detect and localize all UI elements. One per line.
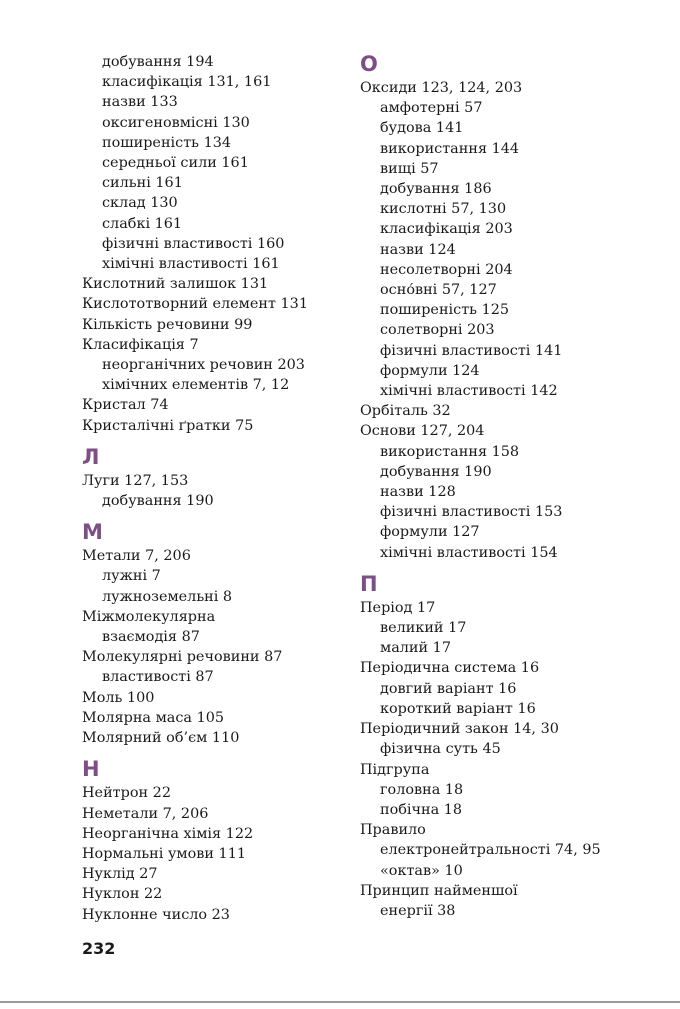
index-subentry: вищі 57 — [380, 160, 439, 177]
index-entry: Нуклід 27 — [82, 866, 158, 883]
index-entry: Неметали 7, 206 — [82, 805, 209, 822]
index-subentry: фізична суть 45 — [380, 741, 501, 758]
index-subentry: сильні 161 — [102, 175, 183, 192]
index-entry: Луги 127, 153 — [82, 472, 189, 489]
index-subentry: короткий варіант 16 — [380, 700, 536, 717]
index-entry: Принцип найменшої — [360, 882, 518, 899]
index-subentry: поширеність 125 — [380, 302, 510, 319]
index-subentry: осно́вні 57, 127 — [380, 282, 497, 299]
index-entry: Нормальні умови 111 — [82, 845, 247, 862]
index-subentry: кислотні 57, 130 — [380, 201, 507, 218]
index-subentry: малий 17 — [380, 640, 451, 657]
index-column-right — [360, 52, 660, 921]
index-subentry: добування 190 — [380, 463, 492, 480]
index-subentry: великий 17 — [380, 620, 467, 637]
index-subentry: класифікація 203 — [380, 221, 513, 238]
index-subentry: середньої сили 161 — [102, 155, 249, 172]
index-subentry: добування 186 — [380, 181, 492, 198]
index-entry: Періодичний закон 14, 30 — [360, 721, 559, 738]
index-subentry: формули 124 — [380, 362, 480, 379]
index-subentry: властивості 87 — [102, 669, 214, 686]
index-entry: Основи 127, 204 — [360, 423, 485, 440]
index-letter-heading: М — [82, 520, 103, 545]
index-entry: Нуклонне число 23 — [82, 906, 230, 923]
index-entry: Орбіталь 32 — [360, 403, 451, 420]
index-subentry: оксигеновмісні 130 — [102, 114, 250, 131]
index-subentry: класифікація 131, 161 — [102, 74, 272, 91]
index-subentry: фізичні властивості 153 — [380, 504, 563, 521]
index-subentry: використання 144 — [380, 140, 520, 157]
index-subentry: назви 133 — [102, 94, 178, 111]
index-subentry: «октав» 10 — [380, 862, 463, 879]
index-subentry: несолетворні 204 — [380, 261, 513, 278]
index-entry: Оксиди 123, 124, 203 — [360, 80, 523, 96]
index-subentry: склад 130 — [102, 195, 178, 212]
index-letter-heading: О — [360, 52, 378, 76]
index-subentry: побічна 18 — [380, 801, 463, 818]
index-entry: Підгрупа — [360, 761, 430, 778]
index-subentry: поширеність 134 — [102, 134, 232, 151]
index-entry: Кількість речовини 99 — [82, 316, 253, 333]
index-letter-heading: Л — [82, 444, 100, 469]
index-entry: Молярна маса 105 — [82, 709, 225, 726]
index-subentry: назви 124 — [380, 241, 456, 258]
index-entry: Період 17 — [360, 599, 436, 616]
index-subentry: фізичні властивості 160 — [102, 235, 285, 252]
index-entry: Періодична система 16 — [360, 660, 540, 677]
index-subentry: хімічні властивості 154 — [380, 544, 558, 561]
index-subentry: солетворні 203 — [380, 322, 495, 339]
index-entry: Кристалічні ґратки 75 — [82, 417, 254, 434]
index-subentry: лужноземельні 8 — [102, 588, 233, 605]
index-subentry: головна 18 — [380, 781, 464, 798]
index-entry: Міжмолекулярна — [82, 608, 216, 625]
index-subentry: лужні 7 — [102, 568, 161, 585]
index-entry: Нуклон 22 — [82, 886, 163, 903]
index-subentry: хімічні властивості 161 — [102, 256, 280, 273]
index-subentry: слабкі 161 — [102, 215, 183, 232]
index-entry: Нейтрон 22 — [82, 785, 171, 802]
index-subentry: енергії 38 — [380, 902, 456, 919]
index-subentry: неорганічних речовин 203 — [102, 357, 305, 374]
index-subentry: довгий варіант 16 — [380, 680, 517, 697]
index-subentry: добування 194 — [102, 54, 214, 70]
index-subentry: використання 158 — [380, 443, 520, 460]
page-bottom-rule — [0, 1001, 680, 1003]
index-letter-heading: П — [360, 571, 378, 596]
index-entry: Моль 100 — [82, 689, 155, 706]
index-subentry: електронейтральності 74, 95 — [380, 842, 601, 859]
index-entry: Кристал 74 — [82, 397, 169, 414]
index-column-left — [82, 52, 342, 925]
index-entry: Молярний об’єм 110 — [82, 730, 240, 747]
index-entry: Метали 7, 206 — [82, 548, 191, 565]
index-subentry: амфотерні 57 — [380, 100, 483, 117]
index-entry: Правило — [360, 822, 426, 839]
index-entry: Молекулярні речовини 87 — [82, 649, 283, 666]
index-subentry: формули 127 — [380, 524, 480, 541]
index-entry: Кислототворний елемент 131 — [82, 296, 308, 313]
index-entry: Кислотний залишок 131 — [82, 276, 269, 293]
index-entry: Класифікація 7 — [82, 336, 199, 353]
page-number: 232 — [82, 939, 116, 958]
index-subentry: назви 128 — [380, 484, 456, 501]
index-letter-heading: Н — [82, 757, 100, 782]
index-subentry: будова 141 — [380, 120, 464, 137]
index-subentry: фізичні властивості 141 — [380, 342, 563, 359]
index-entry: Неорганічна хімія 122 — [82, 825, 254, 842]
index-subentry: хімічні властивості 142 — [380, 383, 558, 400]
index-subentry: хімічних елементів 7, 12 — [102, 377, 290, 394]
index-subentry: добування 190 — [102, 493, 214, 510]
index-subentry: взаємодія 87 — [102, 629, 200, 646]
